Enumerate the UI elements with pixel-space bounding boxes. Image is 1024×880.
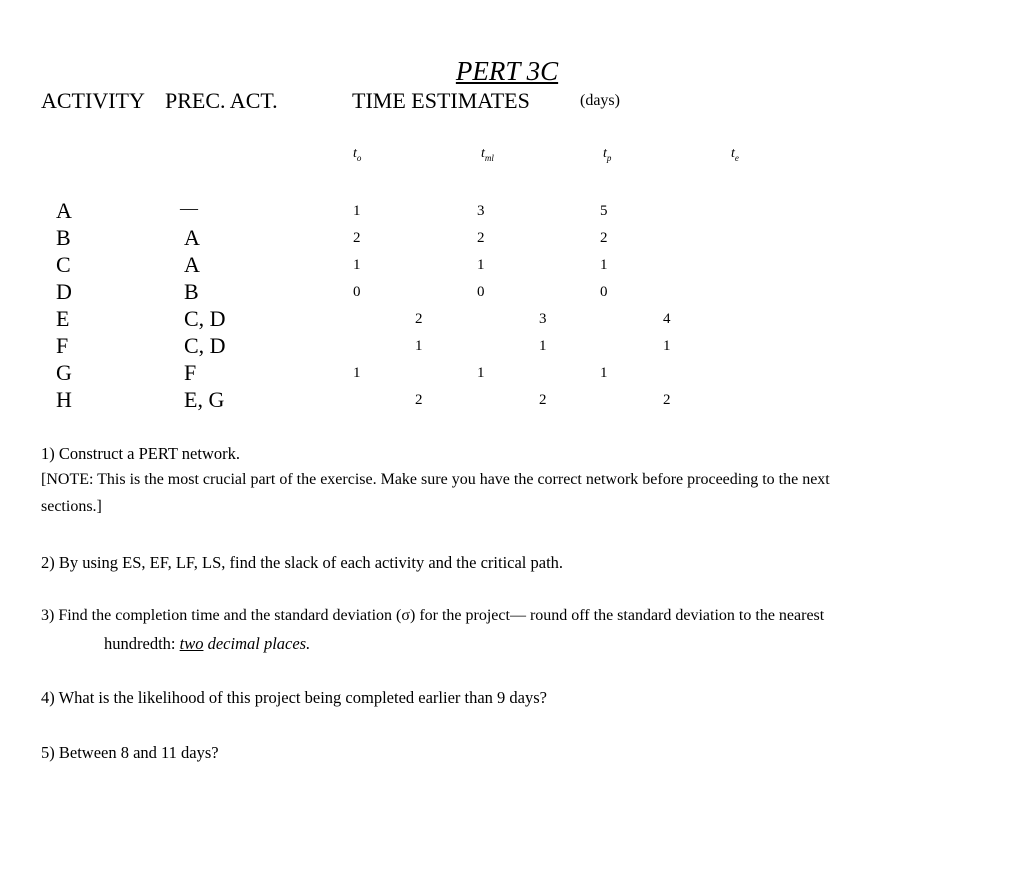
prec-cell: A (184, 252, 200, 277)
to-cell: 0 (353, 284, 361, 300)
activity-cell: C (56, 252, 71, 277)
tml-cell: 1 (477, 257, 485, 273)
days-label: (days) (580, 92, 620, 109)
to-cell: 2 (415, 392, 423, 408)
tp-cell: 2 (663, 392, 671, 408)
activity-cell: A (56, 198, 72, 223)
tml-cell: 0 (477, 284, 485, 300)
activity-cell: G (56, 360, 72, 385)
prec-cell: E, G (184, 387, 225, 412)
prec-cell: B (184, 279, 199, 304)
tp-cell: 1 (600, 257, 608, 273)
tp-cell: 1 (663, 338, 671, 354)
activity-cell: B (56, 225, 71, 250)
question-1: 1) Construct a PERT network. (41, 444, 240, 463)
question-2: 2) By using ES, EF, LF, LS, find the slack of each activity and the critical path. (41, 553, 564, 572)
tp-header: $t_p$ (603, 146, 612, 163)
activity-cell: E (56, 306, 70, 331)
prec-cell: C, D (184, 306, 226, 331)
activity-cell: F (56, 333, 69, 358)
note-line-2: sections.] (41, 498, 102, 515)
activity-header: ACTIVITY (41, 88, 145, 113)
tml-cell: 2 (539, 392, 547, 408)
to-header: $t_o$ (353, 146, 362, 163)
activity-cell: D (56, 279, 72, 304)
page-title: PERT 3C (455, 56, 559, 86)
tml-header: $t_{ml}$ (481, 146, 494, 163)
tml-cell: 3 (539, 311, 547, 327)
question-3-line-1: 3) Find the completion time and the standard deviation (σ) for the project— round off the standard deviation to the nearest (41, 607, 825, 624)
tp-cell: 5 (600, 203, 608, 219)
te-header: $t_e$ (731, 146, 739, 163)
time-estimates-header: TIME ESTIMATES (352, 88, 530, 113)
question-3-line-2: hundredth: two decimal places. (104, 634, 311, 653)
question-4: 4) What is the likelihood of this project being completed earlier than 9 days? (41, 688, 548, 707)
activity-cell: H (56, 387, 72, 412)
to-cell: 2 (415, 311, 423, 327)
to-cell: 1 (415, 338, 423, 354)
prec-cell: — (180, 198, 198, 218)
to-cell: 1 (353, 257, 361, 273)
to-cell: 1 (353, 203, 361, 219)
tml-cell: 2 (477, 230, 485, 246)
tp-cell: 1 (600, 365, 608, 381)
tml-cell: 1 (477, 365, 485, 381)
question-5: 5) Between 8 and 11 days? (41, 743, 219, 762)
tp-cell: 2 (600, 230, 608, 246)
note-line-1: [NOTE: This is the most crucial part of the exercise. Make sure you have the correct network before proceeding to the next (41, 471, 830, 488)
prec-cell: C, D (184, 333, 226, 358)
tml-cell: 3 (477, 203, 485, 219)
prec-cell: A (184, 225, 200, 250)
tp-cell: 0 (600, 284, 608, 300)
to-cell: 1 (353, 365, 361, 381)
tp-cell: 4 (663, 311, 671, 327)
prec-act-header: PREC. ACT. (165, 88, 278, 113)
prec-cell: F (184, 360, 197, 385)
to-cell: 2 (353, 230, 361, 246)
tml-cell: 1 (539, 338, 547, 354)
